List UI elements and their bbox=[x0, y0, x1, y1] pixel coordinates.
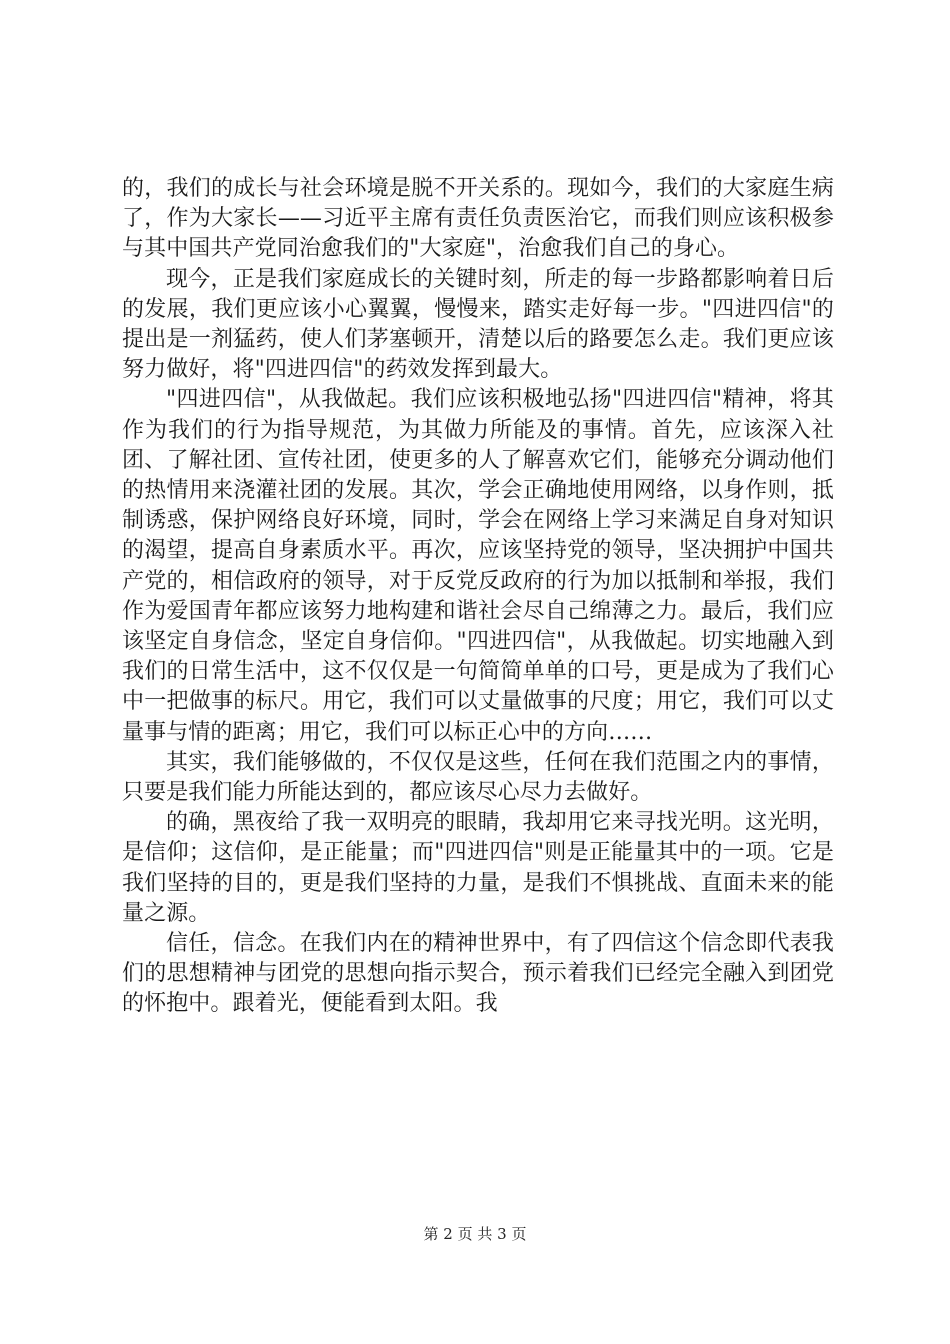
paragraph-1: 的，我们的成长与社会环境是脱不开关系的。现如今，我们的大家庭生病了，作为大家长——习近平主席有责任负责医治它，而我们则应该积极参与其中国共产党同治愈我们的"大家庭"，治愈我们自己的身心。 bbox=[122, 176, 834, 262]
paragraph-3: "四进四信"，从我做起。我们应该积极地弘扬"四进四信"精神，将其作为我们的行为指导规范，为其做力所能及的事情。首先，应该深入社团、了解社团、宣传社团，使更多的人了解喜欢它们，能够充分调动他们的热情用来浇灌社团的发展。其次，学会正确地使用网络，以身作则，抵制诱惑，保护网络良好环境，同时，学会在网络上学习来满足自身对知识的渴望，提高自身素质水平。再次，应该坚持党的领导，坚决拥护中国共产党的，相信政府的领导，对于反党反政府的行为加以抵制和举报，我们作为爱国青年都应该努力地构建和谐社会尽自己绵薄之力。最后，我们应该坚定自身信念，坚定自身信仰。"四进四信"，从我做起。切实地融入到我们的日常生活中，这不仅仅是一句简简单单的口号，更是成为了我们心中一把做事的标尺。用它，我们可以丈量做事的尺度；用它，我们可以丈量事与情的距离；用它，我们可以标正心中的方向…… bbox=[122, 387, 834, 745]
paragraph-5: 的确，黑夜给了我一双明亮的眼睛，我却用它来寻找光明。这光明，是信仰；这信仰，是正能量；而"四进四信"则是正能量其中的一项。它是我们坚持的目的，更是我们坚持的力量，是我们不惧挑战、直面未来的能量之源。 bbox=[122, 810, 834, 926]
paragraph-4: 其实，我们能够做的，不仅仅是这些，任何在我们范围之内的事情，只要是我们能力所能达到的，都应该尽心尽力去做好。 bbox=[122, 749, 834, 806]
paragraph-2: 现今，正是我们家庭成长的关键时刻，所走的每一步路都影响着日后的发展，我们更应该小心翼翼，慢慢来，踏实走好每一步。"四进四信"的提出是一剂猛药，使人们茅塞顿开，清楚以后的路要怎么走。我们更应该努力做好，将"四进四信"的药效发挥到最大。 bbox=[122, 266, 834, 383]
document-body bbox=[122, 174, 834, 1020]
page-footer: 第 2 页 共 3 页 bbox=[423, 1225, 527, 1243]
paragraph-6: 信任，信念。在我们内在的精神世界中，有了四信这个信念即代表我们的思想精神与团党的思想向指示契合，预示着我们已经完全融入到团党的怀抱中。跟着光，便能看到太阳。我 bbox=[122, 931, 834, 1017]
